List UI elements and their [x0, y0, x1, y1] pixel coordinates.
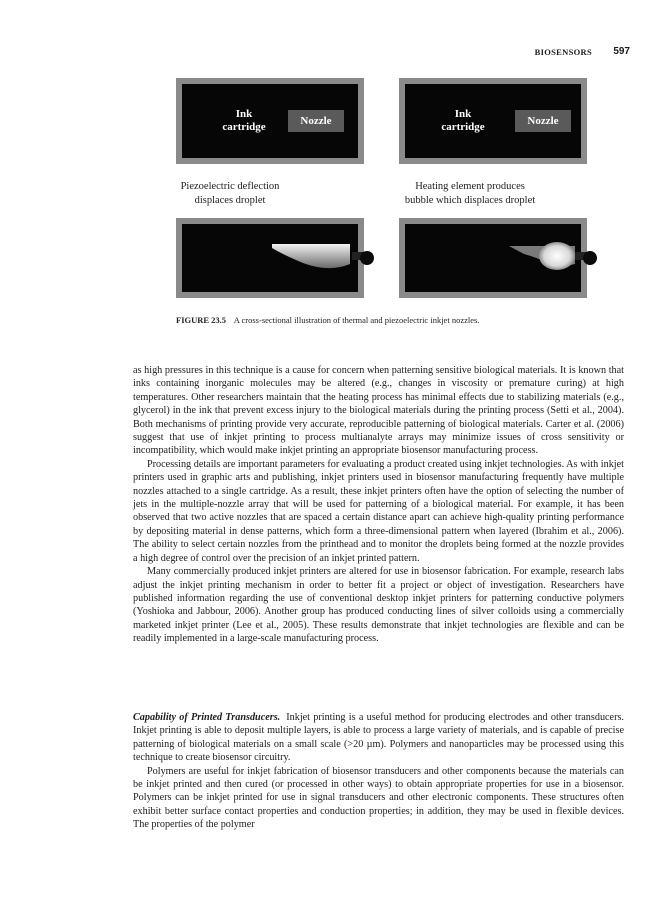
ink-cartridge-label: Ink cartridge — [222, 108, 266, 133]
figure-caption-text: A cross-sectional illustration of thermal and piezoelectric inkjet nozzles. — [233, 315, 480, 325]
piezo-description: Piezoelectric deflection displaces droplet — [180, 181, 280, 206]
figure-panel-thermal-bubble — [399, 218, 599, 298]
droplet-icon — [583, 251, 597, 265]
figure-caption-label: FIGURE 23.5 — [176, 315, 227, 325]
droplet-icon — [360, 251, 374, 265]
figure-caption — [176, 315, 596, 325]
running-header — [460, 46, 630, 60]
paragraph: Inkjet printing is a useful method for producing electrodes and other transducers. Inkjet printing is able to deposit multiple layers, is able to process a large variety of materials, and is capable of precise patterning of biological materials on a small scale (>20 µm). Polymers and nanoparticles may be processed using this technique to create biosensor circuitry. — [133, 712, 624, 764]
page-number: 597 — [613, 46, 630, 57]
ink-cartridge-label: Ink cartridge — [441, 108, 485, 133]
figure-panel-piezo-top — [176, 78, 364, 164]
paragraph: as high pressures in this technique is a cause for concern when patterning sensitive biological materials. It is known that inks containing inorganic molecules may be altered (e.g., changes in viscosity or premature curing) at high temperatures. Other researchers maintain that the heating process has minimal effects due to stabilizing materials (e.g., glycerol) in the ink that prevent excess injury to the biological materials during the printing process (Setti et al., 2004). Both mechanisms of printing provide very accurate, reproducible patterning of biological materials. Carter et al. (2006) suggest that use of inkjet printing to process multianalyte arrays may minimize issues of cross sensitivity or incompatibility, which would make inkjet printing an appropriate biosensor manufacturing process. — [133, 365, 624, 457]
section-capability — [133, 711, 624, 832]
section-heading: Capability of Printed Transducers. — [133, 712, 281, 723]
paragraph: Many commercially produced inkjet printers are altered for use in biosensor fabrication. For example, research labs adjust the inkjet printing mechanism in order to better fit a project or object of investigation. Researchers have published information regarding the use of conventional desktop inkjet printers for patterning conductive polymers (Yoshioka and Jabbour, 2006). Another group has produced conducting lines of silver colloids using a commercially marketed inkjet printer (Lee et al., 2005). These results demonstrate that inkjet technologies are flexible and can be readily implemented in a large-scale manufacturing process. — [133, 566, 624, 645]
nozzle-label: Nozzle — [515, 110, 571, 132]
figure-panel-thermal-top — [399, 78, 587, 164]
paragraph-with-heading — [133, 711, 624, 765]
paragraph: Processing details are important parameters for evaluating a product created using inkjet technologies. As with inkjet printers used in graphic arts and publishing, inkjet printers used in biosensor manufacturing frequently have multiple nozzles attached to a single cartridge. As a result, these inkjet printers often have the option of selecting the number of jets in the multiple-nozzle array that will be used for patterning of a biological material. For example, it has been observed that two active nozzles that are spaced a certain distance apart can achieve high-quality printing performance by depositing material in dense patterns, which form a three-dimensional pattern when layered (Ibrahim et al., 2006). The ability to select certain nozzles from the printhead and to monitor the droplets being formed at the nozzle provides a high degree of control over the precision of an inkjet printed pattern. — [133, 458, 624, 564]
nozzle-label: Nozzle — [288, 110, 344, 132]
body-text — [133, 364, 624, 646]
figure-panel-piezo-droplet — [176, 218, 376, 298]
running-title: BIOSENSORS — [534, 47, 592, 57]
thermal-description: Heating element produces bubble which displaces droplet — [404, 181, 536, 206]
paragraph: Polymers are useful for inkjet fabrication of biosensor transducers and other components because the materials can be inkjet printed and then cured (or processed in other ways) to obtain appropriate properties for use in a biosensor. Polymers can be inkjet printed for use in signal transducers and other electronic components. These structures often exhibit better surface contact properties and conduction properties; in addition, they may be used in flexible devices. The properties of the polymer — [133, 765, 624, 831]
